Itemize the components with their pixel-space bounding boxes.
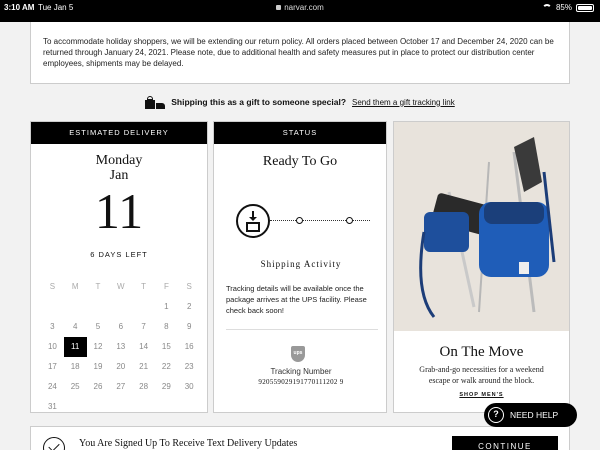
divider: [226, 329, 378, 330]
gift-prompt: Shipping this as a gift to someone special?: [171, 97, 347, 107]
return-policy-notice: To accommodate holiday shoppers, we will be extending our return policy. All orders placed between October 17 and December 24, 2020 can be returned through January 24, 2021. Please note, due to additional health and safety measures put in place to protect our distribution center employees, shipments may be delayed.: [30, 22, 570, 84]
battery-icon: [576, 4, 594, 12]
calendar-day: [87, 397, 110, 417]
shipping-activity-label: Shipping Activity: [260, 259, 342, 269]
calendar-weekday: W: [117, 282, 125, 291]
calendar-day: 28: [139, 382, 149, 391]
calendar-day: 1: [164, 302, 169, 311]
calendar-day: 22: [161, 362, 171, 371]
wifi-icon: [542, 4, 552, 11]
calendar-day: [64, 297, 87, 317]
shipment-progress: [236, 204, 376, 238]
gift-tracking-link[interactable]: Send them a gift tracking link: [352, 97, 455, 107]
calendar-week: [41, 357, 201, 377]
promo-card[interactable]: [393, 121, 570, 413]
calendar-weekday: T: [95, 282, 101, 291]
calendar-day: 30: [184, 382, 194, 391]
lock-icon: [276, 5, 281, 10]
calendar-day: 4: [72, 322, 78, 331]
status-header: STATUS: [214, 122, 386, 144]
calendar-day: 9: [186, 322, 192, 331]
address-bar[interactable]: [0, 3, 600, 12]
calendar-day: 2: [186, 302, 192, 311]
calendar-day: 31: [47, 402, 57, 411]
tracking-details: Tracking details will be available once the package arrives at the UPS facility. Please check back soon!: [226, 284, 367, 315]
calendar-day: 10: [47, 342, 57, 351]
text-updates-bar: [30, 426, 570, 450]
calendar-day: 23: [184, 362, 194, 371]
progress-step-in-transit: [296, 217, 303, 224]
clock: 3:10 AM: [4, 3, 35, 12]
promo-image[interactable]: [394, 122, 569, 331]
promo-title: On The Move: [439, 344, 524, 360]
calendar-weekday: S: [186, 282, 192, 291]
need-help-button[interactable]: [484, 403, 577, 427]
calendar-day: [132, 297, 155, 317]
calendar-day: 19: [93, 362, 103, 371]
calendar-weekday: S: [49, 282, 56, 291]
calendar-day: 3: [50, 322, 55, 331]
calendar-day: [155, 397, 178, 417]
calendar-day: 18: [70, 362, 80, 371]
calendar-week: [41, 317, 201, 337]
calendar-day: 27: [116, 382, 126, 391]
package-ready-icon: [236, 204, 270, 238]
tracking-number[interactable]: 920559029191770111202 9: [258, 378, 344, 386]
delivery-month: Jan: [109, 168, 129, 183]
calendar-day: 13: [116, 342, 126, 351]
estimated-delivery-header: ESTIMATED DELIVERY: [31, 122, 207, 144]
calendar-day: 12: [93, 342, 103, 351]
bag-on-chair-illustration: [394, 122, 569, 331]
gift-tracking-row: [0, 92, 600, 112]
calendar-day: 8: [164, 322, 169, 331]
calendar-body: [41, 297, 201, 417]
calendar-day: 14: [139, 342, 149, 351]
status-title: Ready To Go: [262, 154, 338, 169]
battery-percent: 85%: [555, 3, 572, 12]
calendar-day: 20: [116, 362, 126, 371]
calendar-day: [41, 297, 64, 317]
calendar-weekday: T: [141, 282, 147, 291]
calendar-day: [109, 397, 132, 417]
check-circle-icon: [43, 437, 65, 450]
status-card: [213, 121, 387, 413]
ups-logo-icon: ups: [291, 346, 305, 362]
device-status-bar: [0, 0, 600, 22]
shop-mens-link[interactable]: SHOP MEN'S: [459, 392, 504, 398]
calendar-day: [64, 397, 87, 417]
tracking-number-label: Tracking Number: [270, 367, 332, 376]
calendar-day: 24: [47, 382, 57, 391]
calendar-weekday: F: [163, 282, 169, 291]
calendar-day: 15: [161, 342, 171, 351]
calendar-day: 6: [118, 322, 124, 331]
calendar-day: [87, 297, 110, 317]
delivery-weekday: Monday: [95, 153, 143, 168]
question-icon: ?: [488, 407, 504, 423]
calendar-day: 25: [70, 382, 80, 391]
delivery-calendar: [41, 277, 201, 417]
calendar-week: [41, 297, 201, 317]
delivery-day: 11: [94, 183, 144, 239]
calendar-weekday: M: [71, 282, 79, 291]
calendar-day: [132, 397, 155, 417]
need-help-label: NEED HELP: [510, 410, 559, 420]
calendar-weekdays: [41, 277, 201, 297]
calendar-day: 16: [184, 342, 194, 351]
calendar-day: 7: [141, 322, 146, 331]
calendar-week: [41, 397, 201, 417]
calendar-day: 29: [161, 382, 171, 391]
calendar-day: 26: [93, 382, 103, 391]
text-updates-message: You Are Signed Up To Receive Text Delivery Updates: [79, 438, 298, 449]
calendar-day: 17: [47, 362, 57, 371]
date: Tue Jan 5: [38, 3, 74, 12]
calendar-day: 21: [139, 362, 149, 371]
gift-truck-icon: [145, 94, 165, 110]
calendar-week: [41, 337, 201, 357]
promo-subtitle: Grab-and-go necessities for a weekend escape or walk around the block.: [419, 365, 544, 385]
url-text: narvar.com: [284, 3, 324, 12]
status-icons: [542, 3, 594, 12]
progress-step-delivered: [346, 217, 353, 224]
calendar-day-selected: 11: [64, 337, 87, 357]
calendar-day: 5: [95, 322, 101, 331]
estimated-delivery-card: [30, 121, 208, 413]
days-left: 6 DAYS LEFT: [90, 250, 148, 259]
progress-line: [270, 220, 370, 221]
calendar-day: [178, 397, 201, 417]
calendar-week: [41, 377, 201, 397]
continue-button[interactable]: CONTINUE: [452, 436, 558, 450]
calendar-day: [109, 297, 132, 317]
